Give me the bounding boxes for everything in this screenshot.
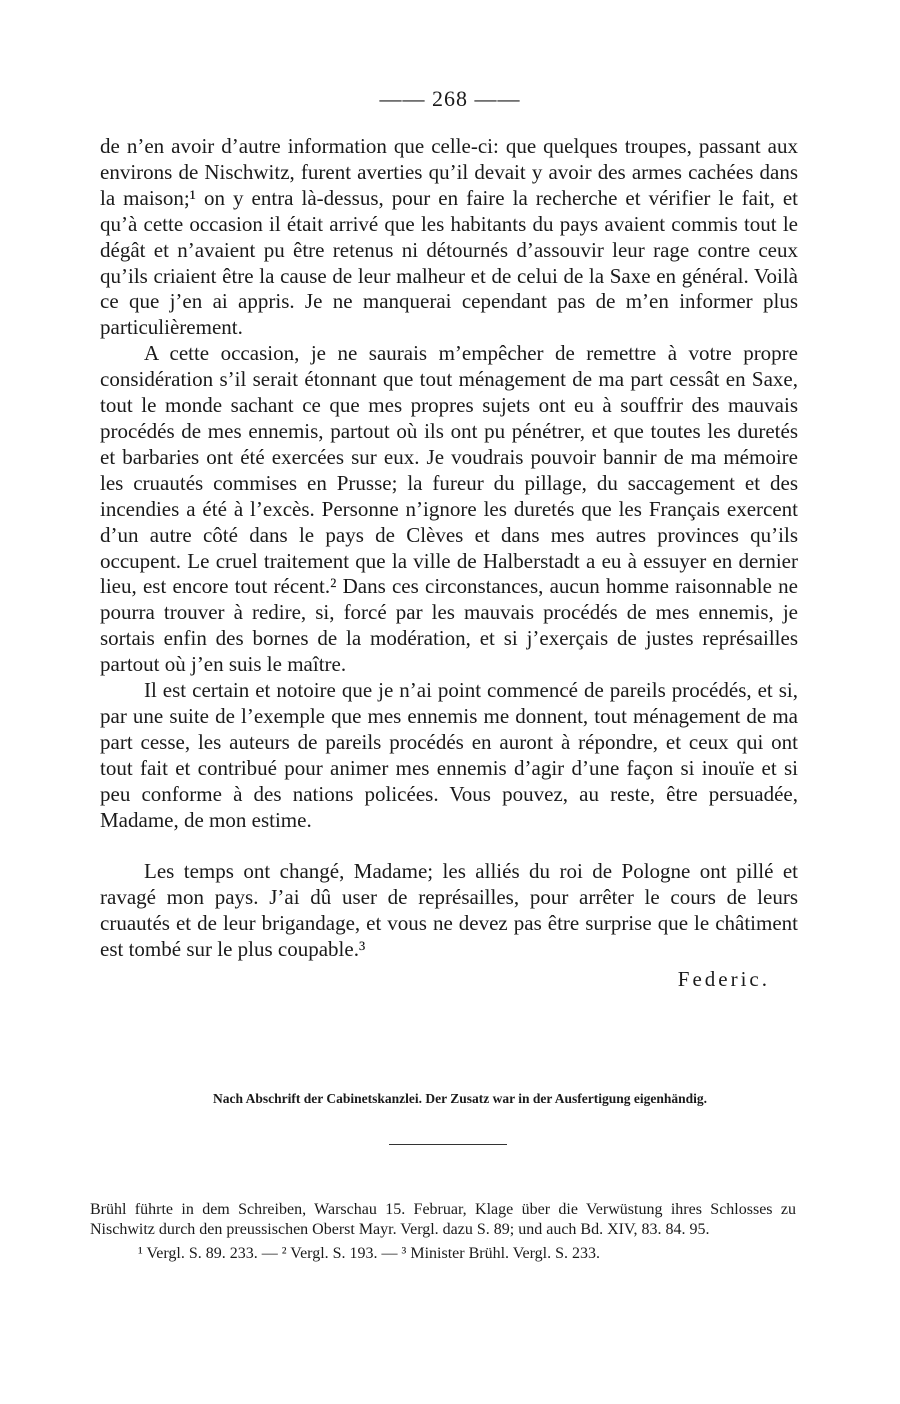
footnotes: [90, 1200, 796, 1264]
footnote-separator: [389, 1144, 507, 1145]
paragraph-3: Il est certain et notoire que je n’ai point commencé de pareils procédés, et si, par une suite de l’exemple que mes ennemis me donnent, tout ménagement de ma part cesse, les auteurs de pareils procédés en auront à répondre, et ceux qui ont tout fait et contribué pour animer mes ennemis d’agir d’une façon si inouïe et si peu conforme à des nations policées. Vous pouvez, au reste, être persuadée, Madame, de mon estime.: [100, 678, 798, 832]
page-number: —— 268 ——: [379, 86, 521, 111]
footnote-intro: Brühl führte in dem Schreiben, Warschau 15. Februar, Klage über die Verwüstung ihres Schlosses zu Nischwitz durch den preussischen Oberst Mayr. Vergl. dazu S. 89; und auch Bd. XIV, 83. 84. 95.: [90, 1201, 796, 1238]
letter-body: [100, 134, 798, 993]
paragraph-2: A cette occasion, je ne saurais m’empêcher de remettre à votre propre considération s’il serait étonnant que tout ménagement de ma part cessât en Saxe, tout le monde sachant ce que mes propres sujets ont eu à souffrir des mauvais procédés de mes ennemis, partout où ils ont pu pénétrer, et que toutes les duretés et barbaries ont été exercées sur eux. Je voudrais pouvoir bannir de ma mémoire les cruautés commises en Prusse; la fureur du pillage, du saccagement et des incendies a été à l’excès. Personne n’ignore les duretés que les Français exercent d’un autre côté dans le pays de Clèves et dans mes autres provinces qu’ils occupent. Le cruel traitement que la ville de Halberstadt a eu à essuyer en dernier lieu, est encore tout récent.² Dans ces circonstances, aucun homme raisonnable ne pourra trouver à redire, si, forcé par les mauvais procédés de mes ennemis, je sortais enfin des bornes de la modération, et si j’exerçais de justes représailles partout où j’en suis le maître.: [100, 341, 798, 677]
paragraph-gap: [100, 833, 798, 859]
postscript: Les temps ont changé, Madame; les alliés du roi de Pologne ont pillé et ravagé mon pays. J’ai dû user de représailles, pour arrêter le cours de leurs cruautés et de leur brigandage, et vous ne devez pas être surprise que le châtiment est tombé sur le plus coupable.³: [100, 859, 798, 962]
source-note: Nach Abschrift der Cabinetskanzlei. Der Zusatz war in der Ausfertigung eigenhändig.: [212, 1091, 708, 1106]
footnote-references: ¹ Vergl. S. 89. 233. — ² Vergl. S. 193. — ³ Minister Brühl. Vergl. S. 233.: [138, 1245, 600, 1262]
paragraph-continuation: de n’en avoir d’autre information que celle-ci: que quelques troupes, passant aux environs de Nischwitz, furent averties qu’il devait y avoir des armes cachées dans la maison;¹ on y entra là-dessus, pour en faire la recherche et vérifier le fait, et qu’à cette occasion il était arrivé que les habitants du pays avaient commis tout le dégât et n’avaient pu être retenus ni détournés d’assouvir leur rage contre ceux qu’ils criaient être la cause de leur malheur et de celui de la Saxe en général. Voilà ce que j’en ai appris. Je ne manquerai cependant pas de m’en informer plus particulièrement.: [100, 134, 798, 340]
signature: Federic.: [677, 967, 770, 992]
